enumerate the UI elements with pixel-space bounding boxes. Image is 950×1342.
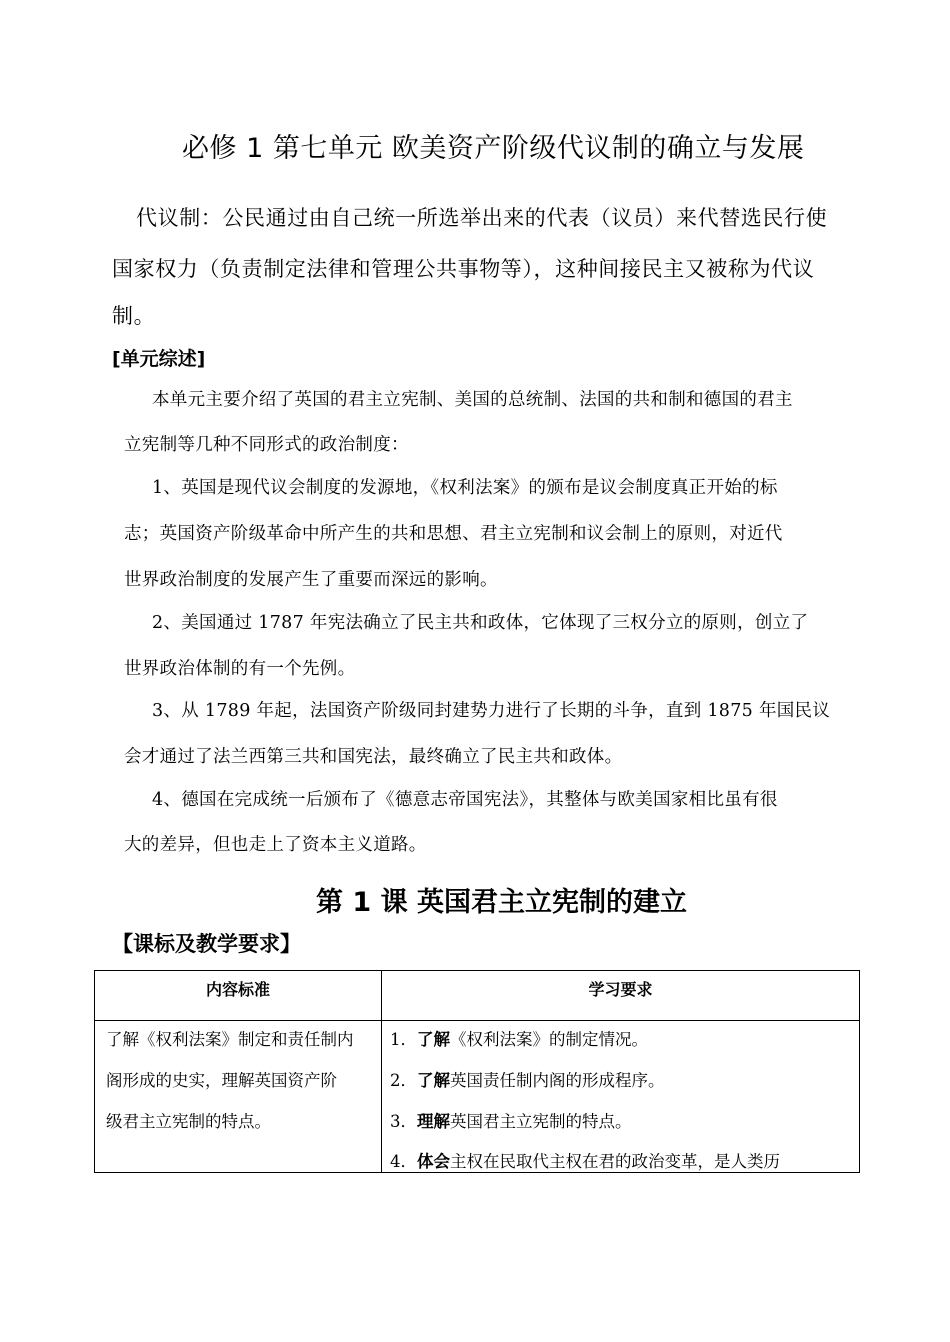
requirement-item	[390, 1108, 632, 1132]
requirement-text: 英国责任制内阁的形成程序。	[450, 1071, 665, 1090]
document-title: 必修 1 第七单元 欧美资产阶级代议制的确立与发展	[182, 133, 805, 164]
requirement-number: 1．	[390, 1030, 417, 1049]
requirement-text: 主权在民取代主权在君的政治变革，是人类历	[450, 1152, 780, 1171]
requirement-verb: 了解	[417, 1030, 450, 1049]
requirement-verb: 体会	[417, 1152, 450, 1171]
content-standard-line-1: 了解《权利法案》制定和责任制内	[106, 1030, 354, 1049]
unit-summary-heading: [单元综述]	[112, 348, 206, 370]
summary-p2-line-1: 2、美国通过 1787 年宪法确立了民主共和政体，它体现了三权分立的原则，创立了	[152, 613, 809, 633]
requirement-item	[390, 1067, 665, 1091]
summary-p1-line-1: 1、英国是现代议会制度的发源地，《权利法案》的颁布是议会制度真正开始的标	[152, 478, 778, 498]
requirement-number: 3．	[390, 1112, 417, 1131]
summary-p4-line-1: 4、德国在完成统一后颁布了《德意志帝国宪法》，其整体与欧美国家相比虽有很	[152, 790, 778, 810]
summary-p1-line-2: 志；英国资产阶级革命中所产生的共和思想、君主立宪制和议会制上的原则，对近代	[124, 524, 783, 544]
requirement-text: 《权利法案》的制定情况。	[450, 1030, 648, 1049]
summary-p3-line-1: 3、从 1789 年起，法国资产阶级同封建势力进行了长期的斗争，直到 1875 年国民议	[152, 701, 831, 721]
summary-p2-line-2: 世界政治体制的有一个先例。	[124, 659, 356, 679]
requirement-item	[390, 1148, 780, 1172]
learning-requirements-cell	[382, 1021, 860, 1173]
content-standard-line-3: 级君主立宪制的特点。	[106, 1112, 271, 1131]
summary-intro-line-2: 立宪制等几种不同形式的政治制度：	[124, 435, 409, 455]
definition-line-1: 代议制：公民通过由自己统一所选举出来的代表（议员）来代替选民行使	[136, 206, 828, 230]
requirement-text: 英国君主立宪制的特点。	[450, 1112, 632, 1131]
content-standard-cell	[95, 1021, 382, 1173]
summary-intro-line-1: 本单元主要介绍了英国的君主立宪制、美国的总统制、法国的共和制和德国的君主	[152, 390, 793, 410]
curriculum-table	[94, 970, 860, 1173]
lesson-title: 第 1 课 英国君主立宪制的建立	[316, 887, 687, 918]
requirement-verb: 了解	[417, 1071, 450, 1090]
header-content-standard: 内容标准	[95, 971, 382, 1021]
content-standard-line-2: 阁形成的史实，理解英国资产阶	[106, 1071, 337, 1090]
header-learning-requirements: 学习要求	[382, 971, 860, 1021]
summary-p3-line-2: 会才通过了法兰西第三共和国宪法，最终确立了民主共和政体。	[124, 747, 623, 767]
definition-line-3: 制。	[112, 304, 156, 328]
summary-p1-line-3: 世界政治制度的发展产生了重要而深远的影响。	[124, 570, 498, 590]
summary-p4-line-2: 大的差异，但也走上了资本主义道路。	[124, 835, 427, 855]
requirement-number: 2．	[390, 1071, 417, 1090]
requirement-item	[390, 1026, 648, 1050]
requirements-heading: 【课标及教学要求】	[112, 932, 301, 956]
requirement-number: 4．	[390, 1152, 417, 1171]
definition-line-2: 国家权力（负责制定法律和管理公共事物等），这种间接民主又被称为代议	[112, 257, 815, 281]
requirement-verb: 理解	[417, 1112, 450, 1131]
